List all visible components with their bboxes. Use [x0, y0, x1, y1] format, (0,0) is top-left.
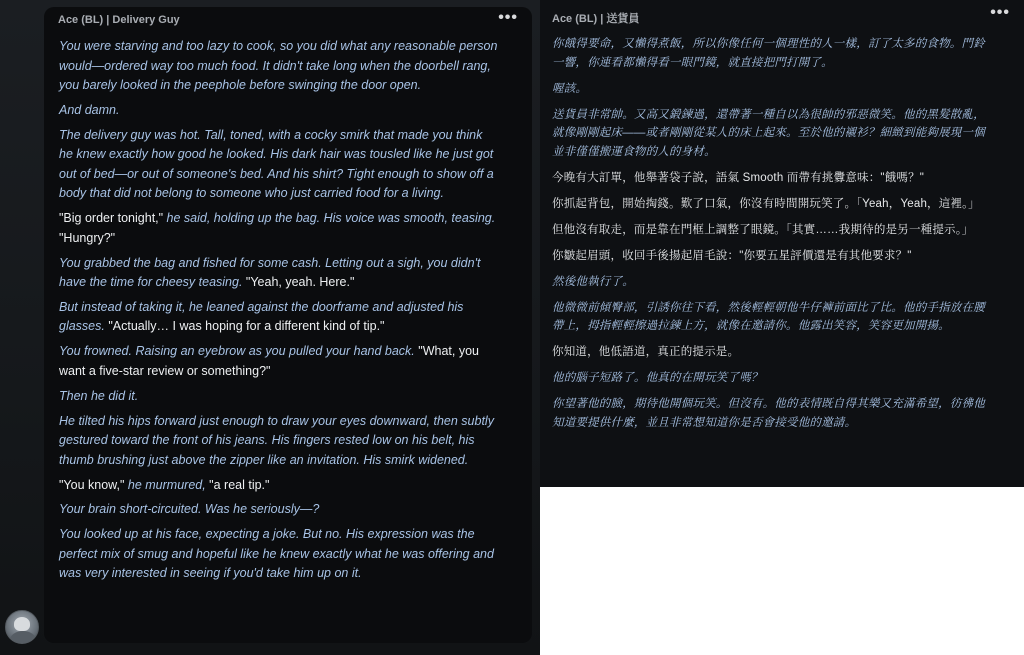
narration-text: You grabbed the bag and fished for some cash. Letting out a sigh, you didn't have the time for cheesy teasing.	[59, 255, 481, 290]
narration-text: 他的腦子短路了。他真的在開玩笑了嗎？	[552, 372, 763, 384]
message-paragraph	[59, 387, 499, 407]
dialogue-text: "Actually… I was hoping for a different kind of tip."	[108, 319, 385, 334]
message-paragraph	[552, 169, 992, 188]
chat-message-card-chinese	[540, 0, 1024, 487]
message-paragraph	[59, 37, 499, 96]
narration-text: he said, holding up the bag. His voice was smooth, teasing.	[166, 211, 496, 226]
dialogue-text: "Hungry?"	[59, 230, 116, 245]
message-paragraph	[59, 298, 499, 337]
message-paragraph	[59, 500, 499, 520]
message-paragraph	[552, 35, 992, 72]
message-paragraph	[552, 299, 992, 336]
narration-text: You were starving and too lazy to cook, so you did what any reasonable person would—ordered way too much food. It didn't take long when the doorbell rang, you barely looked in the peephole before swinging the door open.	[59, 39, 498, 92]
character-title: Ace (BL) | Delivery Guy	[58, 14, 180, 26]
message-paragraph	[552, 273, 992, 292]
avatar[interactable]	[5, 610, 39, 644]
dialogue-text: "a real tip."	[209, 477, 270, 492]
dialogue-text: 今晚有大訂單，他舉著袋子說，語氣 Smooth 而帶有挑釁意味："餓嗎？"	[552, 171, 925, 184]
message-paragraph	[552, 247, 992, 266]
message-paragraph	[59, 126, 499, 204]
dialogue-text: 但他沒有取走，而是靠在門框上調整了眼鏡。「其實……我期待的是另一種提示。」	[552, 223, 974, 236]
message-paragraph	[59, 525, 499, 584]
message-body	[59, 37, 499, 589]
narration-text: 你望著他的臉，期待他開個玩笑。但沒有。他的表情既自得其樂又充滿希望，彷彿他知道要提供什麼，並且非常想知道你是否會接受他的邀請。	[552, 398, 985, 429]
narration-text: Your brain short-circuited. Was he seriously—?	[59, 502, 320, 517]
narration-text: But instead of taking it, he leaned against the doorframe and adjusted his glasses.	[59, 299, 464, 334]
dialogue-text: 你抓起背包，開始掏錢。歎了口氣，你沒有時間開玩笑了。「Yeah，Yeah，這裡。」	[552, 197, 980, 210]
message-paragraph	[552, 221, 992, 240]
narration-text: And damn.	[59, 102, 120, 117]
message-paragraph	[552, 343, 992, 362]
message-paragraph	[59, 412, 499, 471]
dialogue-text: "Big order tonight,"	[59, 211, 167, 226]
narration-text: 喔該。	[552, 82, 588, 95]
more-options-icon[interactable]: •••	[498, 9, 518, 26]
dialogue-text: 你皺起眉頭，收回手後揚起眉毛說："你要五星評價還是有其他要求？"	[552, 249, 912, 262]
dialogue-text: 你知道，他低語道，真正的提示是。	[552, 346, 740, 358]
narration-text: 然後他執行了。	[552, 275, 634, 288]
narration-text: You frowned. Raising an eyebrow as you pulled your hand back.	[59, 344, 419, 359]
message-paragraph	[59, 342, 499, 381]
narration-text: You looked up at his face, expecting a joke. But no. His expression was the perfect mix of smug and hopeful like he knew exactly what he was offering and was very interested in seeing if you'd take him up on it.	[59, 527, 494, 581]
narration-text: 你餓得要命，又懶得煮飯，所以你像任何一個理性的人一樣，訂了太多的食物。門鈴一響，你連看都懶得看一眼門鏡，就直接把門打開了。	[552, 38, 985, 69]
dialogue-text: "Yeah, yeah. Here."	[245, 275, 355, 290]
message-paragraph	[59, 101, 499, 121]
message-paragraph	[552, 195, 992, 214]
narration-text: He tilted his hips forward just enough to draw your eyes downward, then subtly gestured toward the front of his jeans. His fingers rested low on his belt, his thumb brushing just above the zipper like an invitation. His smirk widened.	[59, 413, 494, 467]
message-paragraph	[59, 476, 499, 496]
more-options-icon[interactable]: •••	[990, 4, 1010, 21]
message-paragraph	[552, 369, 992, 388]
message-paragraph	[552, 395, 992, 432]
narration-text: The delivery guy was hot. Tall, toned, with a cocky smirk that made you think he knew exactly how good he looked. His dark hair was tousled like he just got out of bed—or out of someone's bed. And his shirt? Tight enough to show off a body that did not belong to someone who just carried food for a living.	[59, 127, 494, 201]
message-paragraph	[59, 209, 499, 248]
narration-text: he murmured,	[127, 477, 210, 492]
chat-message-card-english	[44, 7, 532, 643]
narration-text: 送貨員非常帥。又高又鍛鍊過，還帶著一種自以為很帥的邪惡微笑。他的黑髮散亂，就像剛剛起床——或者剛剛從某人的床上起來。至於他的襯衫？細緻到能夠展現一個並非僅僅搬運食物的人的身材。	[552, 108, 985, 158]
message-paragraph	[552, 80, 992, 99]
message-body	[552, 35, 992, 440]
dialogue-text: "What, you want a five-star review or something?"	[59, 344, 479, 378]
narration-text: Then he did it.	[59, 388, 139, 403]
message-paragraph	[59, 254, 499, 293]
message-paragraph	[552, 106, 992, 162]
blank-area	[540, 487, 1024, 655]
dialogue-text: "You know,"	[59, 477, 128, 492]
narration-text: 他微微前傾臀部，引誘你往下看，然後輕輕朝他牛仔褲前面比了比。他的手指放在腰帶上，拇指輕輕擦過拉鍊上方，就像在邀請你。他露出笑容，笑容更加開揚。	[552, 301, 985, 332]
character-title: Ace (BL) | 送貨員	[552, 13, 640, 25]
